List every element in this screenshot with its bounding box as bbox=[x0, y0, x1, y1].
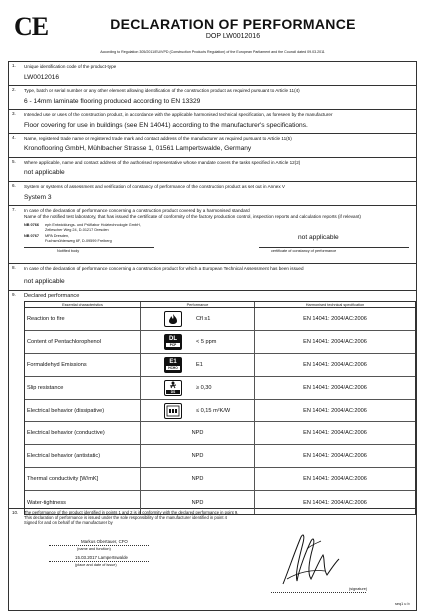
performance-row bbox=[25, 445, 415, 468]
regulation-line: According to Regulation 305/2011/EU/VPD (Construction Products Regulation) of the European Parliament and the Council dated 09.03.2011 bbox=[100, 50, 325, 54]
section-question: Name, registered trade name or registered trade mark and contact address of the manufacturer as required pursuant to Article 11(5) bbox=[24, 136, 292, 141]
performance-value: E1 bbox=[196, 361, 203, 368]
section-question: Type, batch or serial number or any other element allowing identification of the construction product as required pursuant to Article 11(4) bbox=[24, 88, 300, 93]
field-label: (place and date of issue) bbox=[75, 563, 117, 567]
place-date: 15.03.2017 Lampertswalde bbox=[75, 555, 128, 560]
performance-value: Cfl s1 bbox=[196, 315, 211, 322]
performance-cell bbox=[141, 354, 255, 376]
divider-line bbox=[259, 247, 409, 248]
ce-mark: CE bbox=[14, 12, 49, 41]
section-6 bbox=[9, 182, 416, 206]
characteristic-cell: Electrical behavior (dissipative) bbox=[25, 400, 141, 422]
performance-value: NPD bbox=[191, 453, 204, 460]
divider-line bbox=[24, 247, 154, 248]
performance-row bbox=[25, 422, 415, 445]
section-number: 4. bbox=[12, 135, 16, 140]
slip-ds-icon bbox=[164, 380, 182, 396]
declaration-page bbox=[8, 8, 417, 606]
performance-value: NPD bbox=[191, 430, 204, 437]
section-note: Name of the notified test laboratory, that has issued the certificate of conformity of the factory production control, inspection reports and calculation reports (if relevant) bbox=[24, 214, 361, 219]
icon-sublabel: HCHO bbox=[166, 366, 180, 370]
characteristic-cell: Electrical behavior (conductive) bbox=[25, 422, 141, 444]
field-label: (name and function) bbox=[77, 547, 111, 551]
statement-line: This declaration of performance is issued under the sole responsibility of the manufacturer identified in point 4 bbox=[24, 515, 227, 520]
field-label: certificate of constancy of performance bbox=[271, 249, 337, 253]
performance-cell bbox=[141, 377, 255, 399]
column-header: Harmonised technical specification bbox=[305, 302, 365, 307]
performance-row bbox=[25, 377, 415, 400]
field-label: Notified body bbox=[57, 249, 80, 253]
characteristic-cell: Electrical behavior (antistatic) bbox=[25, 445, 141, 467]
section-8 bbox=[9, 264, 416, 291]
performance-cell bbox=[141, 400, 255, 422]
section-question: In case of the declaration of performance concerning a construction product covered by a harmonised standard bbox=[24, 208, 250, 213]
icon-sublabel: PCP bbox=[166, 343, 180, 347]
section-1 bbox=[9, 62, 416, 86]
section-answer: not applicable bbox=[298, 234, 339, 241]
section-answer: not applicable bbox=[24, 169, 65, 176]
notified-body-line: Fuchsmühlenweg 6F, D-09599 Freiberg bbox=[45, 239, 112, 243]
section-question: Intended use or uses of the construction product, in accordance with the applicable harmonised technical specification, as foreseen by the manufacturer bbox=[24, 112, 333, 117]
section-title: Declared performance bbox=[24, 293, 80, 299]
section-3 bbox=[9, 110, 416, 134]
section-answer: not applicable bbox=[24, 278, 65, 285]
performance-row bbox=[25, 354, 415, 377]
dotted-line bbox=[271, 592, 366, 593]
section-4 bbox=[9, 134, 416, 158]
section-question: Where applicable, name and contact address of the authorised representative whose mandate covers the tasks specified in Article 12(2) bbox=[24, 160, 301, 165]
section-9 bbox=[9, 291, 416, 509]
section-2 bbox=[9, 86, 416, 110]
section-number: 7. bbox=[12, 207, 16, 212]
sections-table bbox=[8, 61, 417, 611]
section-answer: Floor covering for use in buildings (see EN 14041) according to the manufacturer's specifications. bbox=[24, 122, 308, 129]
section-5 bbox=[9, 158, 416, 182]
notified-body-line: eph Entwicklungs- und Prüflabor Holztechnologie GmbH, bbox=[45, 223, 141, 227]
section-answer: System 3 bbox=[24, 194, 52, 201]
section-answer: 6 - 14mm laminate flooring produced according to EN 13329 bbox=[24, 98, 201, 105]
icon-sublabel: DS bbox=[166, 390, 180, 394]
spec-cell: EN 14041: 2004/AC:2006 bbox=[303, 384, 367, 391]
spec-cell: EN 14041: 2004/AC:2006 bbox=[303, 407, 367, 414]
section-answer: LW0012016 bbox=[24, 74, 60, 81]
section-answer: Kronoflooring GmbH, Mühlbacher Strasse 1, 01561 Lampertswalde, Germany bbox=[24, 145, 252, 152]
spec-cell: EN 14041: 2004/AC:2006 bbox=[303, 361, 367, 368]
dotted-line bbox=[49, 561, 149, 562]
performance-body bbox=[25, 308, 415, 514]
section-number: 3. bbox=[12, 111, 16, 116]
performance-value: < 5 ppm bbox=[196, 338, 217, 345]
performance-table bbox=[24, 301, 416, 515]
section-number: 2. bbox=[12, 87, 16, 92]
field-label: (signature) bbox=[349, 587, 368, 591]
notified-body-line: Zellescher Weg 24, D-01217 Dresden bbox=[45, 228, 109, 232]
e1-hcho-icon bbox=[164, 357, 182, 373]
performance-value: ≤ 0,15 m²K/W bbox=[196, 407, 231, 414]
performance-cell bbox=[141, 331, 255, 353]
section-question: Unique identification code of the product-type bbox=[24, 64, 117, 69]
section-number: 5. bbox=[12, 159, 16, 164]
section-number: 8. bbox=[12, 265, 16, 270]
performance-row bbox=[25, 331, 415, 354]
section-question: System or systems of assessment and verification of constancy of performance of the construction product as set out in Annex V bbox=[24, 184, 285, 189]
section-number: 10. bbox=[12, 510, 19, 515]
performance-row bbox=[25, 308, 415, 331]
performance-cell bbox=[141, 468, 255, 490]
performance-value: NPD bbox=[191, 499, 204, 506]
performance-row bbox=[25, 400, 415, 423]
column-header: Essential characteristics bbox=[25, 302, 141, 307]
performance-value: NPD bbox=[191, 476, 204, 483]
dotted-line bbox=[49, 545, 149, 546]
document-subtitle: DOP LW0012016 bbox=[205, 33, 261, 40]
section-number: 6. bbox=[12, 183, 16, 188]
spec-cell: EN 14041: 2004/AC:2006 bbox=[303, 476, 367, 483]
flame-icon bbox=[164, 311, 182, 327]
characteristic-cell: Water-tightness bbox=[25, 491, 141, 514]
dl-pcp-icon bbox=[164, 334, 182, 350]
notified-body-line: MPA Dresden, bbox=[45, 234, 70, 238]
footer-code: seq1 u b bbox=[395, 602, 410, 606]
spec-cell: EN 14041: 2004/AC:2006 bbox=[303, 315, 367, 322]
section-number: 1. bbox=[12, 63, 16, 68]
notified-body-id: NB 0766 bbox=[24, 223, 39, 227]
section-7 bbox=[9, 206, 416, 264]
electrical-icon bbox=[164, 403, 182, 419]
characteristic-cell: Reaction to fire bbox=[25, 308, 141, 330]
section-number: 9. bbox=[12, 292, 16, 297]
spec-cell: EN 14041: 2004/AC:2006 bbox=[303, 430, 367, 437]
performance-row bbox=[25, 468, 415, 491]
column-header: Performance bbox=[141, 302, 255, 307]
spec-cell: EN 14041: 2004/AC:2006 bbox=[303, 453, 367, 460]
spec-cell: EN 14041: 2004/AC:2006 bbox=[303, 499, 367, 506]
performance-cell bbox=[141, 422, 255, 444]
icon-label: E1 bbox=[169, 359, 177, 366]
performance-cell bbox=[141, 308, 255, 330]
document-title: DECLARATION OF PERFORMANCE bbox=[110, 16, 356, 32]
characteristic-cell: Thermal conductivity [W/mK] bbox=[25, 468, 141, 490]
handwritten-signature bbox=[277, 529, 357, 591]
characteristic-cell: Content of Pentachlorophenol bbox=[25, 331, 141, 353]
section-question: In case of the declaration of performance concerning a construction product for which a European Technical Assessment has been issued bbox=[24, 266, 304, 271]
spec-cell: EN 14041: 2004/AC:2006 bbox=[303, 338, 367, 345]
characteristic-cell: Formaldehyd Emissions bbox=[25, 354, 141, 376]
characteristic-cell: Slip resistance bbox=[25, 377, 141, 399]
performance-cell bbox=[141, 445, 255, 467]
section-10 bbox=[9, 509, 416, 610]
signer-name: Markus Obertauer, CFO bbox=[81, 539, 128, 544]
statement-line: The performance of the product identified in points 1 and 2 is in conformity with the declared performance in point 9. bbox=[24, 510, 239, 515]
statement-line: Signed for and on behalf of the manufacturer by bbox=[24, 520, 113, 525]
performance-value: ≥ 0,30 bbox=[196, 384, 212, 391]
icon-label: DL bbox=[169, 336, 177, 343]
notified-body-id: NB 0767 bbox=[24, 234, 39, 238]
